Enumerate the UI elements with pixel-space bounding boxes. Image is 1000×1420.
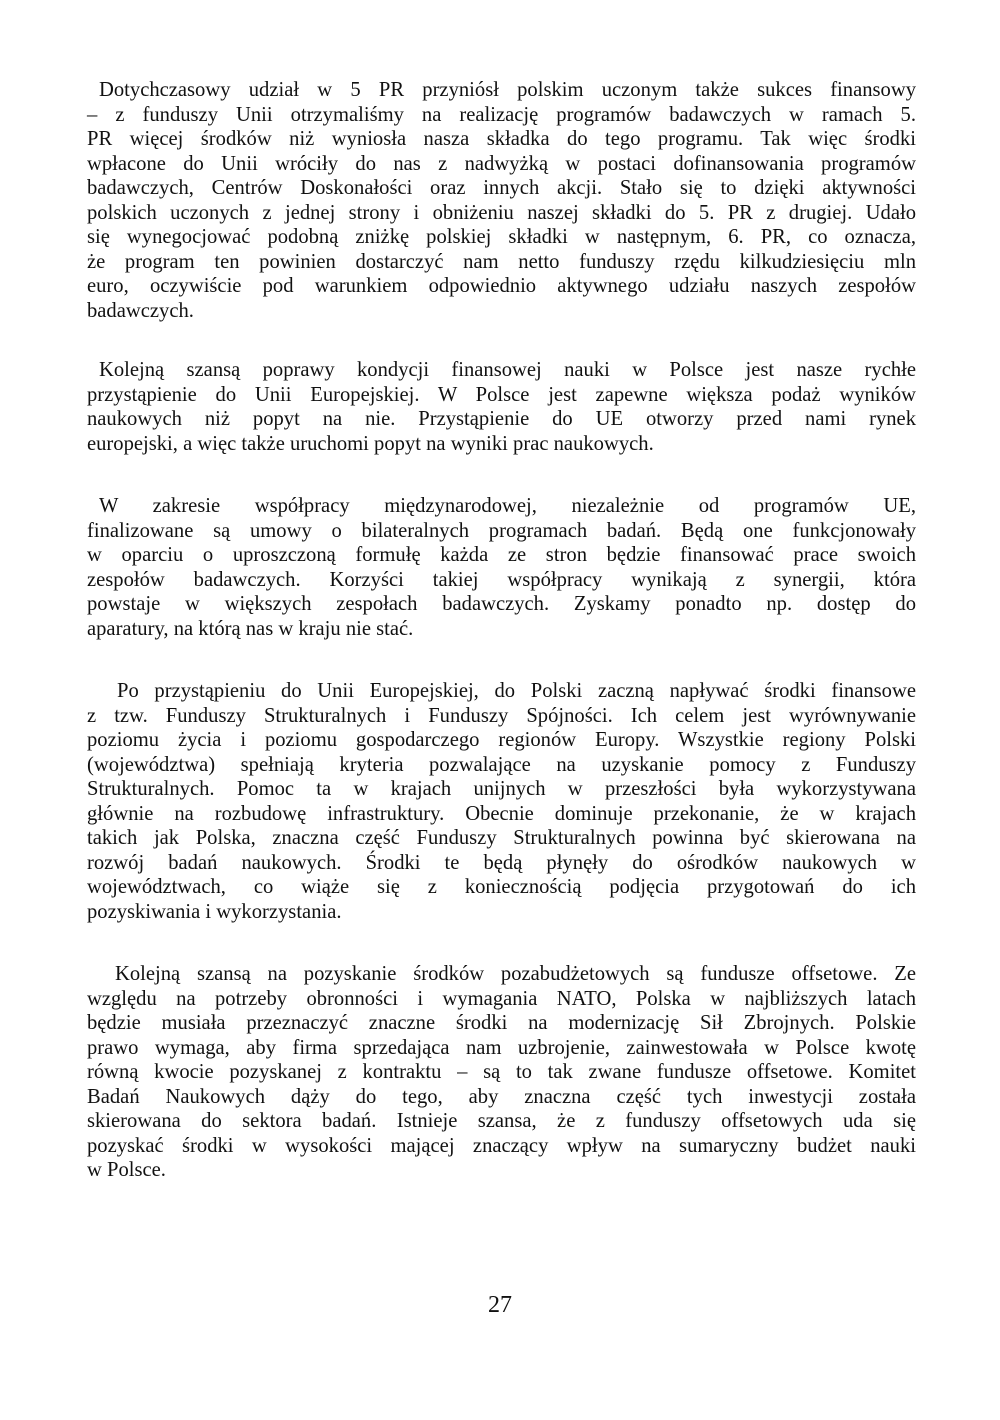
text-line: – z funduszy Unii otrzymaliśmy na realizację programów badawczych w ramach 5. — [87, 103, 916, 126]
text-line: powstaje w większych zespołach badawczych. Zyskamy ponadto np. dostęp do — [87, 593, 916, 615]
paragraph-international-cooperation — [87, 494, 916, 641]
text-line: przystąpienie do Unii Europejskiej. W Polsce jest zapewne większa podaż wyników — [87, 383, 916, 406]
text-line: skierowana do sektora badań. Istnieje szansa, że z funduszy offsetowych uda się — [87, 1110, 916, 1132]
text-line: takich jak Polska, znaczna część Funduszy Strukturalnych powinna być skierowana na — [87, 827, 916, 849]
text-line: polskich uczonych z jednej strony i obniżeniu naszej składki do 5. PR z drugiej. Udało — [87, 201, 916, 224]
text-line: (województwa) spełniają kryteria pozwalające na uzyskanie pomocy z Funduszy — [87, 753, 916, 776]
text-line: europejski, a więc także uruchomi popyt na wyniki prac naukowych. — [87, 432, 654, 455]
text-line: województwach, co wiąże się z koniecznością podjęcia przygotowań do ich — [87, 876, 916, 898]
text-line: naukowych niż popyt na nie. Przystąpienie do UE otworzy przed nami rynek — [87, 408, 916, 430]
paragraph-structural-funds — [87, 679, 916, 924]
text-line: pozyskiwania i wykorzystania. — [87, 900, 342, 923]
text-line: poziomu życia i poziomu gospodarczego regionów Europy. Wszystkie regiony Polski — [87, 729, 916, 751]
text-line: PR więcej środków niż wyniosła nasza składka do tego programu. Tak więc środki — [87, 128, 916, 150]
text-line: pozyskać środki w wysokości mającej znaczący wpływ na sumaryczny budżet nauki — [87, 1134, 916, 1157]
text-line: Kolejną szansą na pozyskanie środków pozabudżetowych są fundusze offsetowe. Ze — [115, 963, 916, 985]
page-number: 27 — [488, 1292, 512, 1318]
text-line: będzie musiała przeznaczyć znaczne środki na modernizację Sił Zbrojnych. Polskie — [87, 1012, 916, 1034]
text-line: Strukturalnych. Pomoc ta w krajach unijnych w przeszłości była wykorzystywana — [87, 778, 916, 800]
text-line: Dotychczasowy udział w 5 PR przyniósł polskim uczonym także sukces finansowy — [99, 79, 916, 101]
paragraph-eu-framework-funding — [87, 78, 916, 323]
text-line: wpłacone do Unii wróciły do nas z nadwyżką w postaci dofinansowania programów — [87, 152, 916, 175]
text-line: W zakresie współpracy międzynarodowej, niezależnie od programów UE, — [99, 495, 916, 517]
document-page — [87, 78, 916, 1221]
text-line: w Polsce. — [87, 1159, 166, 1181]
text-line: zespołów badawczych. Korzyści takiej współpracy wynikają z synergii, która — [87, 568, 916, 591]
text-line: badawczych. — [87, 299, 194, 322]
text-line: w oparciu o uproszczoną formułę każda ze stron będzie finansować prace swoich — [87, 544, 916, 566]
text-line: głównie na rozbudowę infrastruktury. Obecnie dominuje przekonanie, że w krajach — [87, 802, 916, 825]
text-line: z tzw. Funduszy Strukturalnych i Funduszy Spójności. Ich celem jest wyrównywanie — [87, 704, 916, 727]
text-line: względu na potrzeby obronności i wymagania NATO, Polska w najbliższych latach — [87, 987, 916, 1010]
paragraph-offset-funds — [87, 962, 916, 1183]
text-line: Po przystąpieniu do Unii Europejskiej, do Polski zaczną napływać środki finansowe — [117, 680, 916, 702]
text-line: że program ten powinien dostarczyć nam netto funduszy rzędu kilkudziesięciu mln — [87, 250, 916, 273]
text-line: Kolejną szansą poprawy kondycji finansowej nauki w Polsce jest nasze rychłe — [99, 359, 916, 381]
paragraph-eu-accession — [87, 358, 916, 456]
text-line: się wynegocjować podobną zniżkę polskiej składki w następnym, 6. PR, co oznacza, — [87, 226, 916, 248]
text-line: prawo wymaga, aby firma sprzedająca nam uzbrojenie, zainwestowała w Polsce kwotę — [87, 1036, 916, 1059]
text-line: Badań Naukowych dąży do tego, aby znaczna część tych inwestycji została — [87, 1085, 916, 1108]
text-line: badawczych, Centrów Doskonałości oraz innych akcji. Stało się to dzięki aktywności — [87, 177, 916, 199]
text-line: euro, oczywiście pod warunkiem odpowiednio aktywnego udziału naszych zespołów — [87, 275, 916, 297]
text-line: równą kwocie pozyskanej z kontraktu – są to tak zwane fundusze offsetowe. Komitet — [87, 1061, 916, 1083]
text-line: aparatury, na którą nas w kraju nie stać. — [87, 617, 414, 640]
text-line: finalizowane są umowy o bilateralnych programach badań. Będą one funkcjonowały — [87, 519, 916, 542]
text-line: rozwój badań naukowych. Środki te będą płynęły do ośrodków naukowych w — [87, 851, 916, 874]
